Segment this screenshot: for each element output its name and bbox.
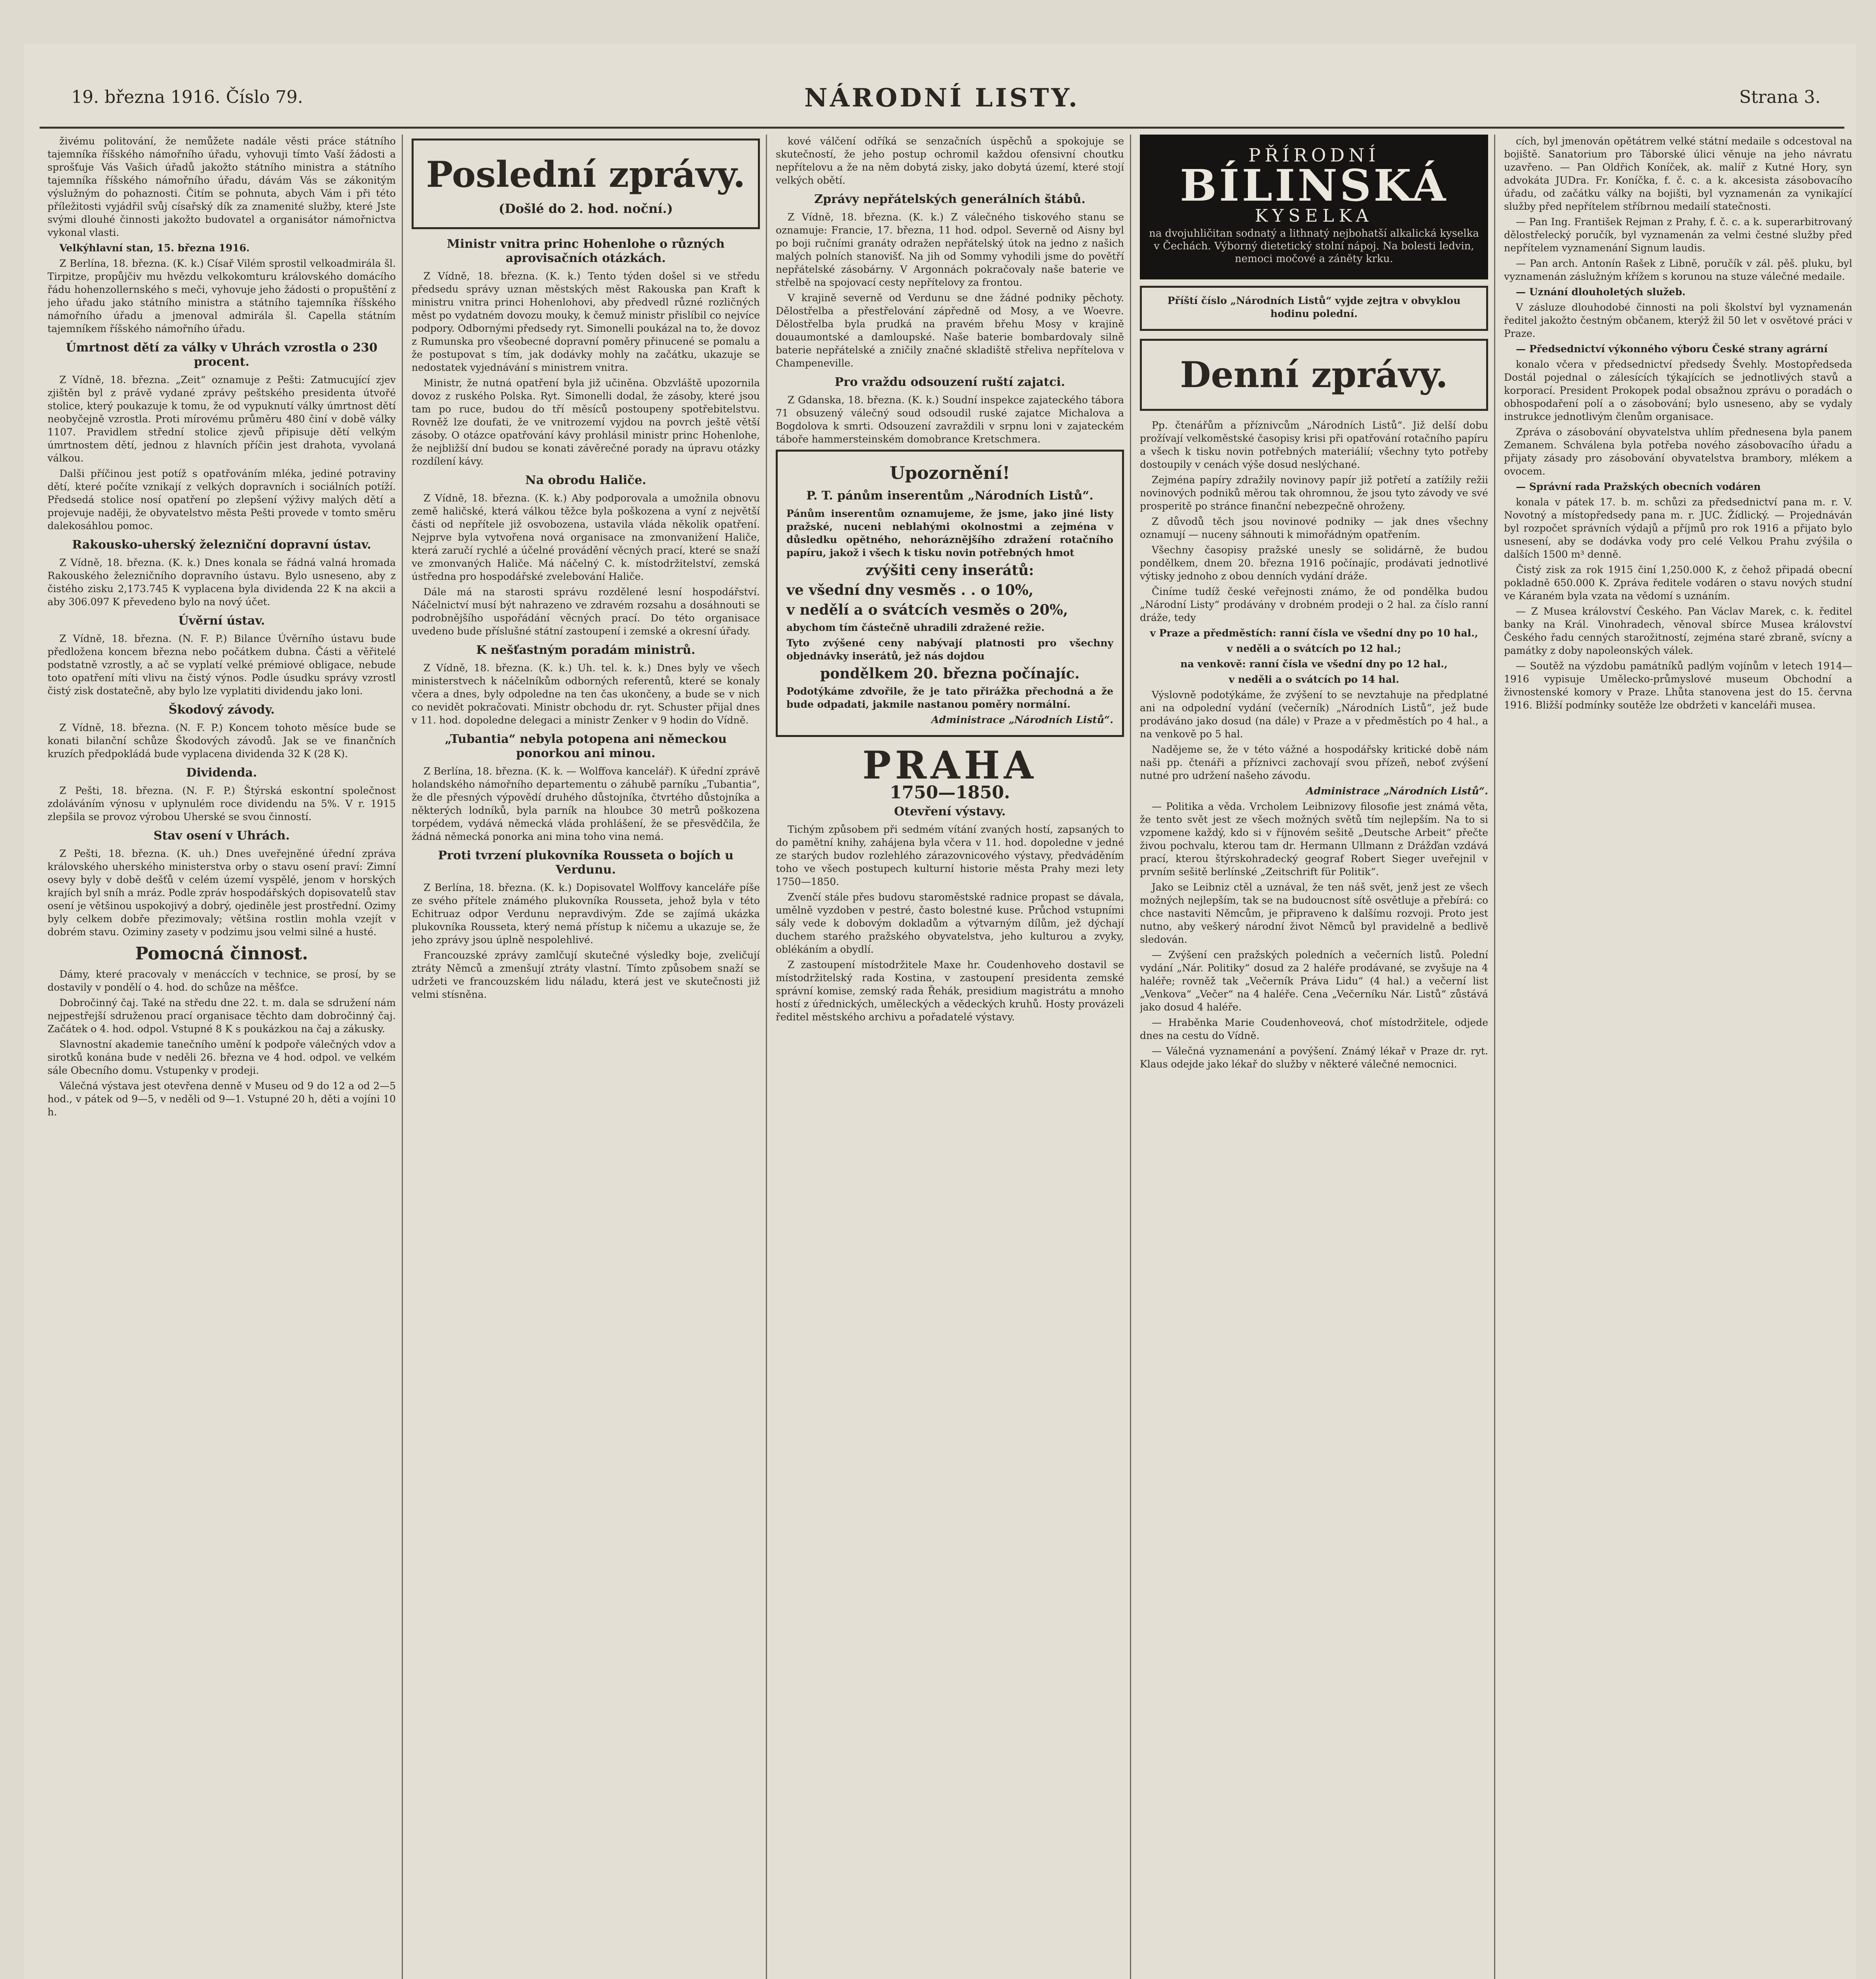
article-heading: Otevření výstavy.	[894, 805, 1006, 819]
ad-top-line: PŘÍRODNÍ	[1248, 144, 1380, 166]
article-heading: K nešťastným poradám ministrů.	[476, 643, 695, 657]
article-text: Všechny časopisy pražské unesly se solidárně, že budou pondělkem, dnem 20. března 1916 počínajíc, prodávati jednotlivé výtisky jednoho z obou denních vydání dráže.	[1140, 544, 1488, 582]
article-heading: Pro vraždu odsouzení ruští zajatci.	[834, 375, 1065, 389]
article-text: — Válečná vyznamenání a povýšení. Známý lékař v Praze dr. ryt. Klaus odejde jako lékař do služby v některé válečné nemocnici.	[1140, 1045, 1488, 1070]
article-text: — Soutěž na výzdobu památníků padlým vojínům v letech 1914—1916 vypisuje Umělecko-průmyslové museum Obchodní a živnostenské komory v Praze. Lhůta stanovena jest do 15. června 1916. Bližší podmínky soutěže lze obdržeti v kanceláři musea.	[1504, 660, 1852, 711]
section-heading: Pomocná činnost.	[135, 944, 308, 964]
article-text: konalo včera v předsednictví předsedy Švehly. Mostopředseda Dostál pojednal o zálesících týkajících se jednotlivých stavů a korporací. President Prokopek podal obsažnou zprávu o poradách o obhospodaření polí a o zásobování; bylo usneseno, aby se vydaly instrukce jednotlivým členům organisace.	[1504, 359, 1852, 422]
notice-weekday-rate: ve všední dny vesměs . . o 10%,	[786, 582, 1034, 598]
column-divider	[1494, 135, 1495, 1979]
column-3	[776, 135, 1124, 1979]
price-line: v neděli a o svátcích po 12 hal.;	[1227, 643, 1401, 654]
article-text: Z Berlína, 18. března. (K. k. — Wolffova kancelář). K úřední zprávě holandského námořního departementu o záhubě parníku „Tubantia“, že dle přesných výpovědí druhého důstojníka, čtvrtého důstojníka a některých lodníků, byla parník na hloubce 30 metrů poškozena torpédem, vydává německá vláda prohlášení, že se přesvědčila, že žádná německá ponorka ani mina toho vina nemá.	[412, 765, 760, 842]
article-text: V zásluze dlouhodobé činnosti na poli školství byl vyznamenán ředitel jakožto čestným občanem, kterýž žil 50 let v osvětové práci v Praze.	[1504, 302, 1852, 339]
article-text: Výslovně podotýkáme, že zvýšení to se nevztahuje na předplatné ani na odpolední vydání (večerník) „Národních Listů“, jež bude prodáváno jako dosud (na dále) v Praze a v předměstích po 4 hal., a na venkově po 5 hal.	[1140, 689, 1488, 740]
notice-raise: zvýšiti ceny inserátů:	[866, 562, 1034, 579]
notice-signature: Administrace „Národních Listů“.	[931, 714, 1113, 726]
article-text: Z Vídně, 18. března. (K. k.) Z válečného tiskového stanu se oznamuje: Francie, 17. března, 11 hod. odpol. Severně od Aisny byl po boji ručními granáty odražen nepřátelský útok na jedno z našich malých polních stanovišť. Na jih od Sommy vyhodili jsme do povětří nepřátelské zásobárny. V Argonnách pokračovaly naše baterie ve střelbě na spojovací cesty nepřítelovy za frontou.	[776, 211, 1124, 288]
price-line: na venkově: ranní čísla ve všední dny po 12 hal.,	[1180, 658, 1448, 670]
signature: Administrace „Národních Listů“.	[1306, 785, 1488, 797]
article-text: Dámy, které pracovaly v menáccích v technice, se prosí, by se dostavily v pondělí o 4. hod. do schůze na měšťce.	[47, 969, 396, 993]
ad-brand-name: BÍLINSKÁ	[1180, 160, 1448, 211]
article-text: Pp. čtenářům a příznivcům „Národních Listů“. Již delší dobu prožívají velkoměstské časopisy krisi při opatřování rotačního papíru a všech k tisku novin potřebných materiálií; všechny tyto potřeby dostoupily v cenách výše dosud neslýchané.	[1140, 420, 1488, 470]
article-text: konala v pátek 17. b. m. schůzi za předsednictví pana m. r. V. Novotný a místopředsedy pana m. r. JUC. Žídlický. — Projednáván byl rozpočet správních výdajů a příjmů pro rok 1916 a přijato bylo usnesení, aby se dodávka vody pro celé Velkou Prahu zvýšila o dalších 1500 m³ denně.	[1504, 496, 1852, 560]
notice-text: Příští číslo „Národních Listů“ vyjde zejtra v obvyklou hodinu polední.	[1167, 295, 1461, 319]
article-text: — Z Musea království Českého. Pan Václav Marek, c. k. ředitel banky na Král. Vinohradech, věnoval sbírce Musea království Českého řadu cenných starožitností, zejména staré zbraně, svícny a památky z doby napoleonských válek.	[1504, 606, 1852, 656]
article-text: Z Pešti, 18. března. (K. uh.) Dnes uveřejněné úřední zpráva královského uherského ministerstva orby o stavu osení praví: Zimní osevy byly v době dešťů v celém území vyspělé, jenom v horských krajích byl sníh a mráz. Podle zpráv hospodářských dopisovatelů stav osení je většinou uspokojivý a dobrý, ojediněle jest prostřední. Ozimy byly celkem dobře přezimovaly; většina rostlin mohla vzejít v dobrém stavu. Oziminy zasety v podzimu jsou velmi silné a husté.	[47, 848, 396, 938]
article-text: Z Pešti, 18. března. (N. F. P.) Štýrská eskontní společnost zdoláváním výnosu v uplynulém roce dividendu na 5%. V r. 1915 zlepšila se provoz výrobou Uherské se svou činností.	[47, 785, 396, 822]
article-text: Dále má na starosti správu rozdělené lesní hospodářství. Náčelnictví musí být nahrazeno ve zdravém rozsahu a dosáhnouti se podrobnějšího uspořádání věcných prací. Do této organisace uvedeno bude příslušné státní zastoupení i zemské a okresní úřady.	[412, 586, 760, 637]
article-heading: Škodový závody.	[168, 703, 275, 717]
article-heading: Ministr vnitra princ Hohenlohe o různých aprovisačních otázkách.	[447, 237, 725, 265]
article-heading: Proti tvrzení plukovníka Rousseta o bojích u Verdunu.	[438, 849, 734, 877]
article-text: Čistý zisk za rok 1915 činí 1,250.000 K, z čehož připadá obecní pokladně 650.000 K. Zpráva ředitele vodáren o stavu nových studní ve Káraném byla vzata na vědomí s uznáním.	[1504, 564, 1852, 602]
article-text: Z zastoupení místodržitele Maxe hr. Coudenhoveho dostavil se místodržitelský rada Kostina, v zastoupení presidenta zemské správní komise, zemský rada Řehák, presidium magistrátu a mnoho hostí z úřednických, uměleckých a vědeckých kruhů. Hosty provázeli ředitel městského archivu a pořadatelé výstavy.	[776, 959, 1124, 1023]
article-text: V krajině severně od Verdunu se dne žádné podniky pěchoty. Dělostřelba a přestřelování zápředně od Mosy, a ve Woevre. Dělostřelba byla prudká na pravém břehu Mosy v krajině douaumontské a damloupské. Naše baterie bombardovaly silně baterie nepřátelské a zničily značné skladiště střeliva nepřítelova v Champeneville.	[776, 292, 1124, 369]
article-text: Jako se Leibniz ctěl a uznával, že ten náš svět, jenž jest ze všech možných nejlepším, tak se na budoucnost sítě osvětluje a přebírá: co chce nastaviti Němcům, je připraveno k dalšímu rozvoji. Proto jest nutno, aby veškerý národní život Němců byl pravidelně a bedlivě sledován.	[1140, 881, 1488, 945]
section-subtitle: (Došlé do 2. hod. noční.)	[498, 201, 673, 216]
notice-sunday-rate: v nedělí a o svátcích vesměs o 20%,	[786, 602, 1068, 618]
column-divider	[402, 135, 403, 1979]
article-text: Dalši příčinou jest potíž s opatřováním mléka, jediné potraviny dětí, které počíte vznikají z velkých dopravních i sociálních potíží. Předsedá stolice nosí opatření po zlepšení výživy malých dětí a projevuje naději, že obyvatelstvo města Pešti provede v tomto směru dalekosáhlou pomoc.	[47, 468, 396, 532]
article-text: Ministr, že nutná opatření byla již učiněna. Obzvláště upozornila dovoz z ruského Polska. Ryt. Simonelli dodal, že zásoby, které jsou tam po ruce, budou do tří měsíců postoupeny spotřebitelstvu. Rovněž lze doufati, že ve vnitrozemí vyjdou na povrch ještě větší zásoby. O otázce opatřování kávy prohlásil ministr princ Hohenlohe, že nejbližší dní budou se konati závěrečné porady na úpravu otázky rozdílení kávy.	[412, 377, 760, 467]
article-text: Válečná výstava jest otevřena denně v Museu od 9 do 12 a od 2—5 hod., v pátek od 9—5, v neděli od 9—1. Vstupné 20 h, děti a vojíni 10 h.	[47, 1080, 396, 1118]
article-heading: Rakousko-uherský železniční dopravní ústav.	[72, 538, 371, 552]
column-divider	[766, 135, 767, 1979]
article-text: živému politování, že nemůžete nadále věsti práce státního tajemníka říšského námořního úřadu, vyhovuji tímto Vaší žádosti a sprošťuje Vás Vašich úřadů jakožto státního ministra a státního tajemníka říšského námořního úřadu, dávám Vás se zákonitým výslužným do pohaznosti. Čitím se pohnuta, abych Vám i při této příležitosti vyjádřil svůj císařský dík za znamenité služby, které Jste svými dlouhé činnosti jakožto budovatel a organisátor námořnictva vykonal vlasti.	[47, 135, 396, 238]
article-text: Z důvodů těch jsou novinové podniky — jak dnes všechny oznamují — nuceny sáhnouti k mimořádným opatřením.	[1140, 516, 1488, 540]
notice-text: abychom tím částečně uhradili zdražené režie.	[786, 622, 1045, 633]
article-text: Z Vídně, 18. března. (K. k.) Uh. tel. k. k.) Dnes byly ve všech ministerstvech k náčelníkům odborných referentů, které se konaly včera a dnes, byly odpoledne na ten čas ukončeny, a bude se v nich co nevidět pokračovati. Ministr obchodu dr. ryt. Schuster přijal dnes v 11. hod. dopoledne delegaci a ministr Zenker v 9 hodin do Vídně.	[412, 662, 760, 726]
article-text: Slavnostní akademie tanečního umění k podpoře válečných vdov a sirotků konána bude v neděli 26. března ve 4 hod. odpol. ve velkém sále Obecního domu. Vstupenky v prodeji.	[47, 1039, 396, 1076]
praha-years: 1750—1850.	[889, 782, 1010, 803]
next-issue-notice	[1140, 286, 1488, 331]
masthead: NÁRODNÍ LISTY.	[804, 83, 1080, 113]
dateline: Velkýhlavní stan, 15. března 1916.	[59, 242, 250, 254]
notice-title: Upozornění!	[889, 463, 1010, 483]
issue-date: 19. března 1916. Číslo 79.	[71, 87, 303, 107]
article-heading: Úvěrní ústav.	[178, 614, 265, 628]
article-text: Z Vídně, 18. března. (K. k.) Tento týden došel si ve středu předsedu správy uznan městských měst Rakouska pan Kraft k ministru vnitra princi Hohenlohovi, aby předvedl různé rozličných měst po vydatném dovozu mouky, k čemuž ministr přislíbil co nejvíce podpory. Odbornými předsedy ryt. Simonelli poukázal na to, že dovoz z Rumunska pro všeobecné dopravní poměry přinucené se pomalu a že postupovat s tím, jak dodávky mohly na začátku, ukazuje se nedostatek vyjednávání s ministrem vnitra.	[412, 270, 760, 373]
page-number: Strana 3.	[1739, 87, 1821, 107]
column-5	[1504, 135, 1852, 1979]
article-heading: Stav osení v Uhrách.	[153, 829, 290, 843]
daily-news-title-box	[1140, 339, 1488, 411]
bilinska-advertisement	[1140, 135, 1488, 279]
article-text: — Pan Ing. František Rejman z Prahy, f. č. c. a k. superarbitrovaný dělostřelecký poručík, byl vyznamenán za velmi čestné služby před nepřítelem vyznamenání Signum laudis.	[1504, 216, 1852, 254]
article-text: — Pan arch. Antonín Rašek z Libně, poručík v zál. pěš. pluku, byl vyznamenán záslužným křížem s korunou na stuze válečné medaile.	[1504, 258, 1852, 282]
article-text: Zpráva o zásobování obyvatelstva uhlím přednesena byla panem Zemanem. Schválena byla potřeba nového zásobovacího úřadu a přijaty zásady pro zásobování obyvatelstva brambory, mlékem a ovocem.	[1504, 426, 1852, 477]
price-line: v Praze a předměstích: ranní čísla ve všední dny po 10 hal.,	[1150, 627, 1478, 639]
article-text: Zejména papíry zdražily novinovy papír již potřetí a zatížily režii novinových podniků měrou tak ohromnou, že jsou tyto závody ve své prosperitě po stránce finanční nebezpečně ohroženy.	[1140, 474, 1488, 512]
article-heading: Zprávy nepřátelských generálních štábů.	[814, 192, 1086, 206]
column-1	[47, 135, 396, 1979]
article-text: Dobročinný čaj. Také na středu dne 22. t. m. dala se sdružení nám nejpestřejší sdruženou prací organisace těchto dam dobročinný čaj. Začátek o 4. hod. odpol. Vstupné 8 K s poukázkou na čaj a zákusky.	[47, 997, 396, 1035]
article-text: kové válčení odříká se senzačních úspěchů a spokojuje se skutečností, že jeho postup ochromil každou ofensivní choutku nepřítelovu a že na něm dobytá zisky, jako dobytá území, které stojí velkých obětí.	[776, 135, 1124, 186]
price-line: v neděli a o svátcích po 14 hal.	[1229, 674, 1399, 685]
notice-text: Podotýkáme zdvořile, že je tato přirážka přechodná a že bude odpadati, jakmile nastanou poměry normální.	[786, 686, 1113, 710]
newspaper-page	[24, 44, 1856, 1979]
article-text: Z Vídně, 18. března. (K. k.) Aby podporovala a umožnila obnovu země haličské, která válkou těžce byla poškozena a vyní z největší části od nepřítele již osvobozena, ustavila vláda několik opatření. Nejprve byla vytvořena nová organisace na zmonvanižení Haliče, která zaručí rychlé a účelné provádění věcných prací, které se snaží ve zmonvaných Haliče. Má náčelný C. k. místodržitelství, zemská ústředna pro hospodářské zvelebování Haliče.	[412, 492, 760, 582]
section-title: Denní zprávy.	[1180, 354, 1448, 396]
column-4	[1140, 135, 1488, 1979]
article-text: Z Vídně, 18. března. (N. F. P.) Bilance Úvěrního ústavu bude předložena koncem března nebo počátkem dubna. Části a věřitelé podstatně vzrostly, a ač se vyplatí velké prémiové obligace, nebude toto opatření míti vlivu na čistý výnos. Podle úsudku správy vzrostl čistý zisk dostatečně, aby bylo lze vyplatiti dividendu jako loni.	[47, 633, 396, 697]
article-text: Nadějeme se, že v této vážné a hospodářsky kritické době nám naši pp. čtenáři a příznivci zachovají svou přízeň, neboť zvýšení nutné pro udržení našeho závodu.	[1140, 744, 1488, 781]
article-text: Z Berlína, 18. března. (K. k.) Dopisovatel Wolffovy kanceláře píše ze svého přítele známého plukovníka Rousseta, jehož byla v této Echitruaz odpor Verdunu nepravdivým. Zde se zajímá ukázka plukovníka Rousseta, který nemá přístup k ničemu a ukazuje se, že jeho zprávy jsou úplně nespolehlivé.	[412, 882, 760, 946]
notice-heading: P. T. pánům inserentům „Národních Listů“.	[806, 489, 1094, 503]
column-divider	[1130, 135, 1131, 1979]
notice-text: Pánům inserentům oznamujeme, že jsme, jako jiné listy pražské, nuceni neblahými okolnostmi a zejména v důsledku opětného, nehoráznějšího zdražení rotačního papíru, jakož i všech k tisku novin potřebných hmot	[786, 508, 1113, 558]
article-heading: — Uznání dlouholetých služeb.	[1516, 286, 1686, 298]
article-text: Francouzské zprávy zamlčují skutečné výsledky boje, zveličují ztráty Němců a zmenšují ztráty vlastní. Tímto způsobem snaží se udržeti ve francouzském lidu náladu, která jest ve skutečnosti již velmi stísněna.	[412, 950, 760, 1000]
article-text: Z Vídně, 18. března. „Zeit“ oznamuje z Pešti: Zatmucující zjev zjištěn byl z právě vydané zprávy peštského presidenta útvořé stolice, který poukazuje k tomu, že od vypuknutí války úmrtnost dětí neobyčejně vzrostla. Proti mírovému průměru 480 činí v době války 1107. Pravidlem střední stolice zjevů připisuje dětí velkým úmrtnostem dětí, jednou z hlavních příčin jest drahota, vyvolaná válkou.	[47, 374, 396, 464]
news-title-box	[412, 139, 760, 229]
article-heading: „Tubantia“ nebyla potopena ani německou ponorkou ani minou.	[444, 732, 727, 760]
article-heading: — Předsednictví výkonného výboru České strany agrární	[1516, 343, 1828, 355]
article-text: — Politika a věda. Vrcholem Leibnizovy filosofie jest známá věta, že tento svět jest ze všech možných světů tím nejlepším. Na to si vzpomene každý, kdo si v říjnovém sešitě „Deutsche Arbeit“ přečte živou pochvalu, kterou tam dr. Hermann Ullmann z Drážďan vzdává prací, kterou štýrskohradecký geograf Robert Sieger uveřejnil v prvním sešitě berlínské „Zeitschrift für Politik“.	[1140, 801, 1488, 877]
article-text: Tichým způsobem při sedmém vítání zvaných hostí, zapsaných to do pamětní knihy, zahájena byla včera v 11. hod. dopoledne v jedné ze starých budov rozlehlého zárazovnicového výstavy, předváděním toho ve všech postupech kulturní historie města Prahy mezi lety 1750—1850.	[776, 824, 1124, 887]
ad-text: na dvojuhličitan sodnatý a lithnatý nejbohatší alkalická kyselka v Čechách. Výborný dietetický stolní nápoj. Na bolesti ledvin, nemoci močové a záněty krku.	[1149, 228, 1479, 265]
article-text: Zvenčí stále přes budovu staroměstské radnice propast se dávala, umělně vyzdoben v pestré, často bolestné kuse. Průchod vstupními sály vede k dobovým dokladům a výtvarným dílům, jež dýchají duchem starého pražského obyvatelstva, jeho kulturou a zvyky, oblékáním a obydlí.	[776, 891, 1124, 955]
section-title: Poslední zprávy.	[426, 154, 746, 196]
article-text: Z Gdanska, 18. března. (K. k.) Soudní inspekce zajateckého tábora 71 obsuzený válečný soud odsoudil ruské zajatce Michalova a Bogdolova k smrti. Odsouzení zavraždili v srpnu loni v zajateckém táboře hammersteinském domobrance Kretschmera.	[776, 394, 1124, 445]
notice-date: pondělkem 20. března počínajíc.	[820, 665, 1080, 682]
article-text: — Zvýšení cen pražských poledních a večerních listů. Polední vydání „Nár. Politiky“ dosud za 2 haléře prodávané, se zvyšuje na 4 haléře; rovněž tak „Večerník Práva Lidu“ (4 hal.) a večerní list „Venkova“ „Večer“ na 4 haléře. Cena „Večerníku Nár. Listů“ zůstává jako dosud 4 haléře.	[1140, 949, 1488, 1013]
column-2	[412, 135, 760, 1979]
notice-text: Tyto zvýšené ceny nabývají platnosti pro všechny objednávky inserátů, jež nás dojdou	[786, 637, 1113, 662]
article-text: Z Vídně, 18. března. (K. k.) Dnes konala se řádná valná hromada Rakouského železničního dopravního ústavu. Bylo usneseno, aby z čistého zisku 2,173.745 K vyplacena byla dividenda 22 K na akcii a aby 306.097 K převedeno bylo na nový účet.	[47, 557, 396, 608]
article-text: — Hraběnka Marie Coudenhoveová, choť místodržitele, odjede dnes na cestu do Vídně.	[1140, 1017, 1488, 1041]
page-header	[40, 83, 1844, 129]
advertiser-notice-box	[776, 450, 1124, 737]
article-heading: — Správní rada Pražských obecních vodáren	[1516, 481, 1761, 492]
article-text: Z Berlína, 18. března. (K. k.) Císař Vilém sprostil velkoadmirála šl. Tirpitze, propůjčiv mu hvězdu velkokomturu královského domácího řádu hohenzollernského s meči, vyhovuje jeho žádosti o propuštění z jeho úřadu jako státního ministra a státního tajemníka říšského námořního úřadu a jmenoval admirála šl. Capella státním tajemníkem říšského námořního úřadu.	[47, 258, 396, 334]
article-heading: Na obrodu Haliče.	[525, 473, 646, 487]
article-text: Činíme tudíž české veřejnosti známo, že od pondělka budou „Národní Listy“ prodávány v drobném prodeji o 2 hal. za číslo ranní dráže, tedy	[1140, 586, 1488, 623]
article-text: Z Vídně, 18. března. (N. F. P.) Koncem tohoto měsíce bude se konati bilanční schůze Škodových závodů. Jak se ve finančních kruzích předpokládá bude vyplacena dividenda 32 K (28 K).	[47, 722, 396, 760]
article-heading: Dividenda.	[186, 766, 257, 780]
praha-title: PRAHA	[862, 743, 1037, 788]
article-heading: Úmrtnost dětí za války v Uhrách vzrostla o 230 procent.	[66, 341, 378, 369]
ad-product: KYSELKA	[1255, 206, 1373, 226]
article-text: cích, byl jmenován opětátrem velké státní medaile s odcestoval na bojiště. Sanatorium pro Táborské úlici věnuje na jeho návratu uzavřeno. — Pan Oldřich Koníček, ak. malíř z Kutné Hory, syn advokáta JUDra. Fr. Koníčka, f. č. c. a k. akcesista zásobovacího úřadu, od začátku války na bojišti, byl vyznamenán za vynikající služby před nepřítelem stříbrnou medailí statečnosti.	[1504, 135, 1852, 212]
